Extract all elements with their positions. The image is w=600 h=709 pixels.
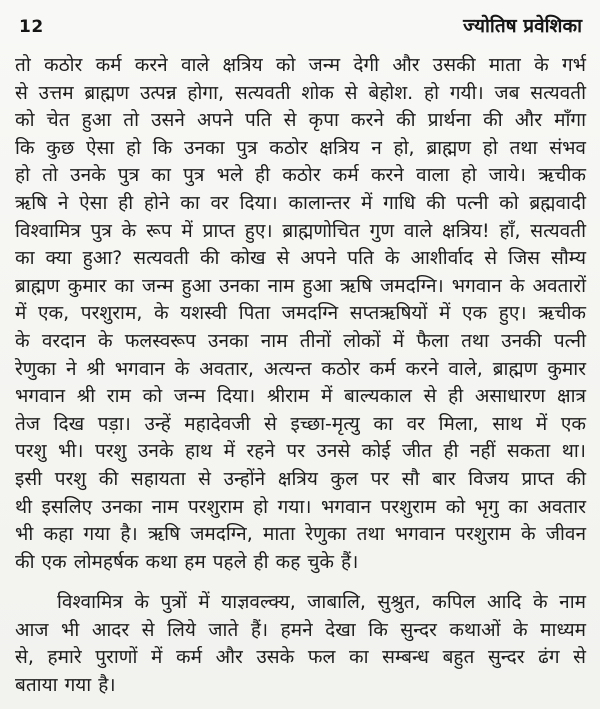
text-line: विश्वामित्र पुत्र के रूप में प्राप्त हुए। ब्राह्मणोचित गुण वाले क्षत्रिय! हाँ, सत्यवती [15,219,586,242]
text-line: की एक लोमहर्षक कथा हम पहले ही कह चुके हैं। [15,550,359,573]
text-line: कि कुछ ऐसा हो कि उनका पुत्र कठोर क्षत्रिय न हो, ब्राह्मण हो तथा संभव [15,136,586,159]
text-line: परशु भी। परशु उनके हाथ में रहने पर उनसे कोई जीत ही नहीं सकता था। [15,440,586,463]
book-title: ज्योतिष प्रवेशिका [463,15,582,37]
text-line: को चेत हुआ तो उसने अपने पति से कृपा करने की प्रार्थना की और माँगा [15,109,586,132]
text-line: भी कहा गया है। ऋषि जमदग्नि, माता रेणुका तथा भगवान परशुराम के जीवन [15,523,586,546]
text-line: आज भी आदर से लिये जाते हैं। हमने देखा कि सुन्दर कथाओं के माध्यम [15,618,586,641]
text-line: ऋषि ने ऐसा ही होने का वर दिया। कालान्तर में गाधि की पत्नी को ब्रह्मवादी [15,191,586,214]
page-header [15,10,586,38]
paragraph [15,52,586,576]
page-number: 12 [19,17,44,37]
text-line: तो कठोर कर्म करने वाले क्षत्रिय को जन्म देगी और उसकी माता के गर्भ [15,54,586,76]
text-line: में एक, परशुराम, के यशस्वी पिता जमदग्नि सप्तऋषियों में एक हुए। ऋचीक [15,302,586,325]
text-line: से उत्तम ब्राह्मण उत्पन्न होगा, सत्यवती शोक से बेहोश. हो गयी। जब सत्यवती [15,81,586,104]
text-line: से, हमारे पुराणों में कर्म और उसके फल का सम्बन्ध बहुत सुन्दर ढंग से [15,646,586,669]
text-line: थी इसलिए उनका नाम परशुराम हो गया। भगवान परशुराम को भृगु का अवतार [15,495,586,518]
text-line: विश्वामित्र के पुत्रों में याज्ञवल्क्य, जाबालि, सुश्रुत, कपिल आदि के नाम [57,591,586,614]
text-line: बताया गया है। [15,674,116,697]
text-line: के वरदान के फलस्वरूप उनका नाम तीनों लोकों में फैला तथा उनकी पत्नी [15,329,586,352]
text-line: हो तो उनके पुत्र का पुत्र भले ही कठोर कर्म करने वाला हो जाये। ऋचीक [15,164,586,187]
text-line: इसी परशु की सहायता से उन्होंने क्षत्रिय कुल पर सौ बार विजय प्राप्त की [15,467,586,490]
text-line: तेज दिख पड़ा। उन्हें महादेवजी से इच्छा-मृत्यु का वर मिला, साथ में एक [15,412,586,435]
paragraph [15,589,586,699]
text-line: का क्या हुआ? सत्यवती की कोख से अपने पति के आशीर्वाद से जिस सौम्य [15,247,586,270]
text-line: भगवान श्री राम को जन्म दिया। श्रीराम में बाल्यकाल से ही असाधारण क्षात्र [15,385,586,408]
page-body [15,52,586,700]
text-line: ब्राह्मण कुमार का जन्म हुआ उनका नाम हुआ ऋषि जमदग्नि। भगवान के अवतारों [15,274,586,297]
text-line: रेणुका ने श्री भगवान के अवतार, अत्यन्त कठोर कर्म करने वाले, ब्राह्मण कुमार [15,357,586,380]
